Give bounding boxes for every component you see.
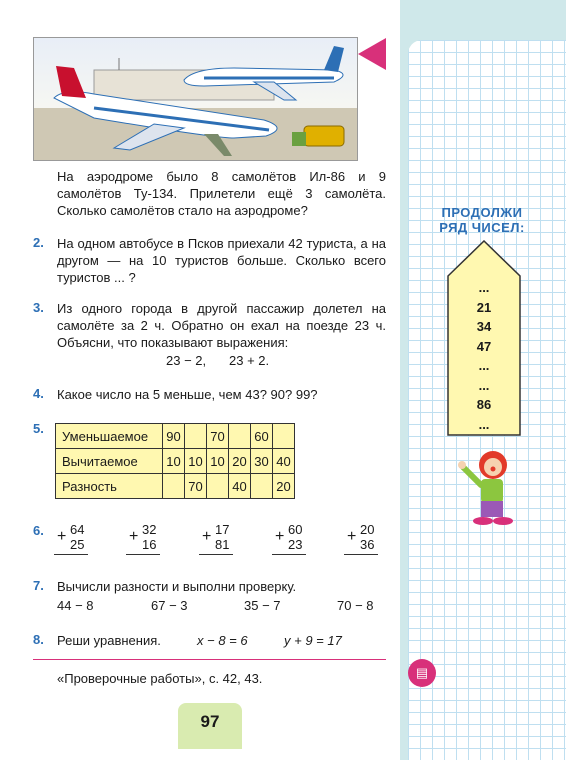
sequence-item: ...: [478, 416, 490, 432]
sequence-item: 47: [476, 338, 492, 354]
row-label: Разность: [56, 474, 163, 499]
workbook-reference: «Проверочные работы», с. 42, 43.: [57, 671, 263, 686]
addend-bottom: 16: [142, 537, 157, 552]
sum-line: [54, 554, 88, 555]
sidebar-title: [418, 205, 546, 235]
table-row: [56, 474, 295, 499]
plus-sign: +: [129, 528, 139, 545]
table-row: [56, 449, 295, 474]
addend-top: 32: [142, 522, 157, 537]
task-3-expression-2: 23 + 2.: [229, 353, 270, 368]
task-3-expression-1: 23 − 2,: [166, 353, 207, 368]
plus-sign: +: [57, 528, 67, 545]
table-cell: 90: [163, 424, 185, 449]
plus-sign: +: [202, 528, 212, 545]
table-row: [56, 424, 295, 449]
task-2-text: На одном автобусе в Псков приехали 42 туриста, а на другом — на 10 туристов больше. Сколько всего туристов ... ?: [57, 236, 386, 285]
sum-line: [272, 554, 306, 555]
triangle-marker-icon: [358, 38, 386, 70]
table-cell: 70: [207, 424, 229, 449]
table-cell: 10: [207, 449, 229, 474]
task-7-number: 7.: [33, 578, 44, 593]
airport-illustration: [33, 37, 358, 161]
sidebar-title-line-2: РЯД ЧИСЕЛ:: [439, 220, 525, 235]
task-7-text: Вычисли разности и выполни проверку.: [57, 579, 297, 594]
equation-2: y + 9 = 17: [284, 633, 342, 648]
task-1-text: На аэродроме было 8 самолётов Ил-86 и 9 самолётов Ту-134. Прилетели ещё 3 самолёта. Сколько самолётов стало на аэродроме?: [57, 169, 386, 218]
addend-top: 20: [360, 522, 375, 537]
equation-1: x − 8 = 6: [197, 633, 248, 648]
addend-top: 17: [215, 522, 230, 537]
task-7-item: 44 − 8: [57, 598, 94, 613]
addend-bottom: 23: [288, 537, 303, 552]
sequence-item: ...: [478, 377, 490, 393]
table-cell: [273, 424, 295, 449]
addend-top: 60: [288, 522, 303, 537]
sequence-item: ...: [478, 358, 490, 373]
plus-sign: +: [275, 528, 285, 545]
row-label: Уменьшаемое: [56, 424, 163, 449]
table-cell: [163, 474, 185, 499]
table-cell: 10: [185, 449, 207, 474]
table-cell: [251, 474, 273, 499]
task-3-text: Из одного города в другой пассажир долетел на самолёте за 2 ч. Обратно он ехал на поезде 23 ч. Объясни, что показывают выражения:: [57, 301, 386, 350]
clown-icon: [455, 445, 521, 527]
sum-line: [344, 554, 378, 555]
table-cell: [185, 424, 207, 449]
airplanes-image: [34, 38, 357, 160]
task-3-number: 3.: [33, 300, 44, 315]
table-cell: 40: [229, 474, 251, 499]
subtraction-table: [55, 423, 295, 499]
task-6-number: 6.: [33, 523, 44, 538]
task-2-number: 2.: [33, 235, 44, 250]
table-cell: 20: [273, 474, 295, 499]
task-7-item: 67 − 3: [151, 598, 188, 613]
plus-sign: +: [347, 528, 357, 545]
page-number: 97: [200, 712, 220, 731]
book-icon: ▤: [408, 659, 436, 687]
addend-bottom: 36: [360, 537, 375, 552]
task-8-text: Реши уравнения.: [57, 633, 161, 648]
sum-line: [126, 554, 160, 555]
table-cell: 20: [229, 449, 251, 474]
table-cell: 30: [251, 449, 273, 474]
row-label: Вычитаемое: [56, 449, 163, 474]
addend-bottom: 81: [215, 537, 230, 552]
task-7-item: 35 − 7: [244, 598, 281, 613]
sequence-item: 34: [476, 319, 492, 334]
task-8-number: 8.: [33, 632, 44, 647]
table-cell: [207, 474, 229, 499]
sequence-item: ...: [478, 280, 490, 295]
table-cell: 10: [163, 449, 185, 474]
table-cell: 40: [273, 449, 295, 474]
addend-top: 64: [70, 522, 85, 537]
task-4-text: Какое число на 5 меньше, чем 43? 90? 99?: [57, 387, 318, 402]
divider: [33, 659, 386, 660]
table-cell: 70: [185, 474, 207, 499]
sequence-item: 86: [476, 397, 492, 412]
sequence-item: 21: [476, 299, 492, 315]
task-4-number: 4.: [33, 386, 44, 401]
sidebar-title-line-1: ПРОДОЛЖИ: [441, 205, 523, 220]
sum-line: [199, 554, 233, 555]
task-7-item: 70 − 8: [337, 598, 374, 613]
table-cell: [229, 424, 251, 449]
table-cell: 60: [251, 424, 273, 449]
task-5-number: 5.: [33, 421, 44, 436]
number-sequence: [447, 278, 521, 434]
addend-bottom: 25: [70, 537, 85, 552]
